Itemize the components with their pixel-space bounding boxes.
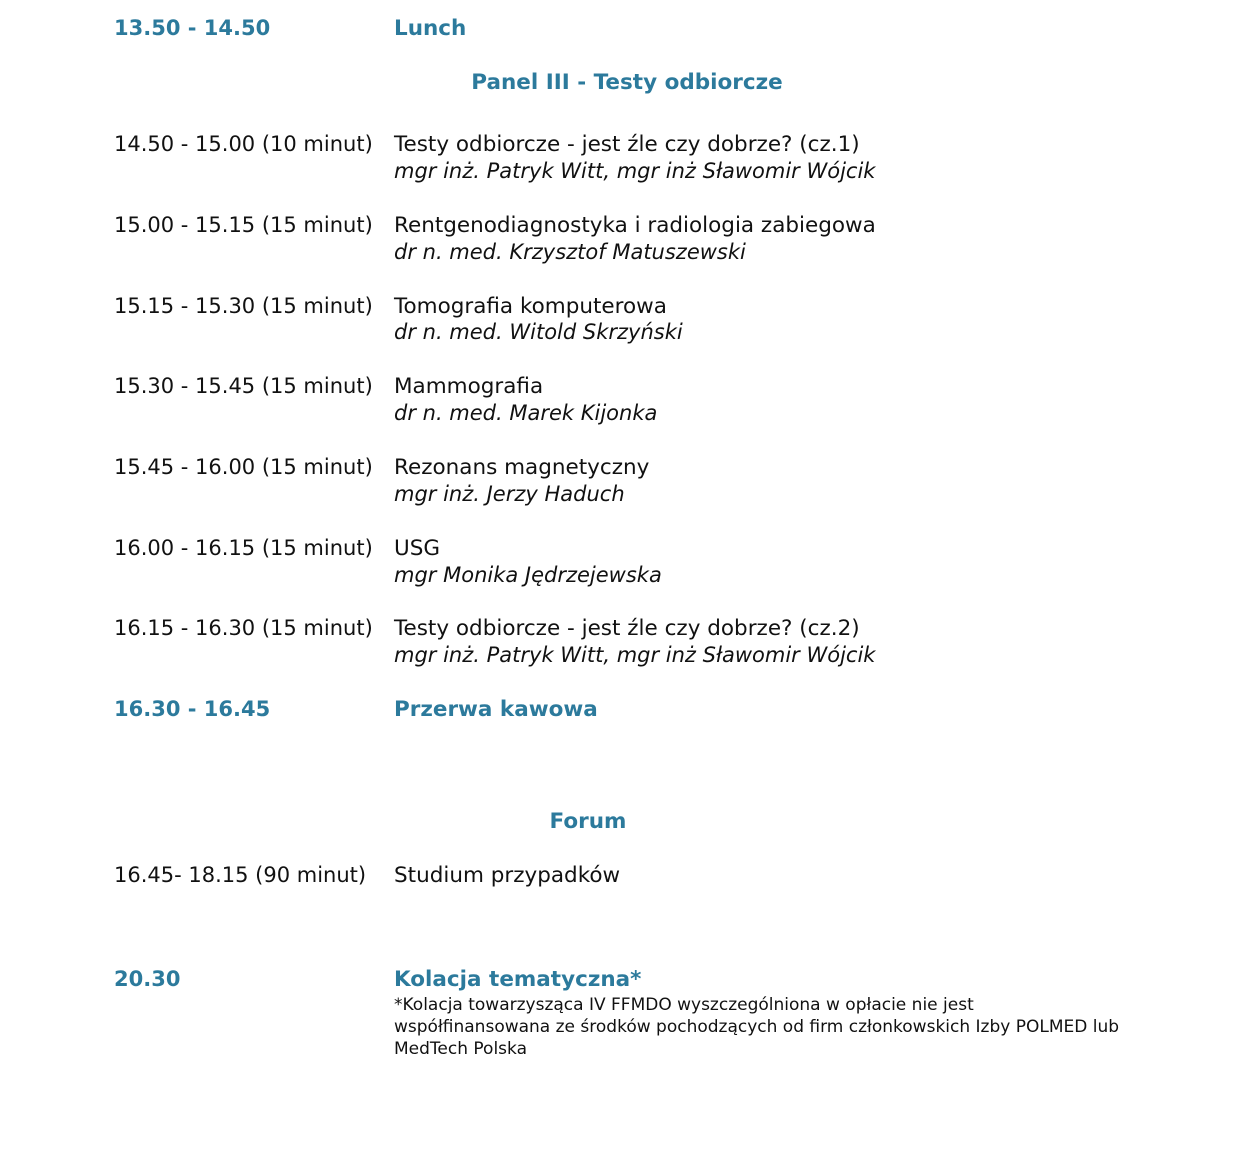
session-speaker: mgr inż. Patryk Witt, mgr inż Sławomir Wójcik — [394, 643, 876, 667]
panel-heading: Panel III - Testy odbiorcze — [471, 70, 783, 95]
schedule-time: 15.45 - 16.00 (15 minut) — [114, 455, 373, 479]
dinner-title: Kolacja tematyczna* — [394, 967, 642, 992]
session-title: Rezonans magnetyczny — [394, 455, 650, 480]
dinner-time: 20.30 — [114, 967, 181, 991]
session-title: Mammografia — [394, 374, 544, 399]
forum-title: Studium przypadków — [394, 863, 621, 888]
coffee-break-title: Przerwa kawowa — [394, 697, 598, 722]
session-speaker: mgr inż. Patryk Witt, mgr inż Sławomir Wójcik — [394, 159, 876, 183]
session-title: USG — [394, 536, 441, 561]
schedule-time: 14.50 - 15.00 (10 minut) — [114, 132, 373, 156]
session-title: Tomografia komputerowa — [394, 294, 667, 319]
schedule-time: 15.00 - 15.15 (15 minut) — [114, 213, 373, 237]
lunch-time: 13.50 - 14.50 — [114, 16, 271, 40]
dinner-footnote: *Kolacja towarzysząca IV FFMDO wyszczególniona w opłacie nie jest współfinansowana ze środków pochodzących od firm członkowskich Izby POLMED lub MedTech Polska — [394, 995, 1120, 1059]
session-title: Testy odbiorcze - jest źle czy dobrze? (cz.1) — [394, 132, 860, 157]
coffee-break-time: 16.30 - 16.45 — [114, 697, 271, 721]
session-speaker: mgr Monika Jędrzejewska — [394, 563, 662, 587]
forum-time: 16.45- 18.15 (90 minut) — [114, 863, 367, 887]
session-speaker: dr n. med. Marek Kijonka — [394, 401, 658, 425]
session-speaker: dr n. med. Witold Skrzyński — [394, 320, 683, 344]
schedule-time: 16.00 - 16.15 (15 minut) — [114, 536, 373, 560]
session-title: Testy odbiorcze - jest źle czy dobrze? (cz.2) — [394, 616, 860, 641]
session-speaker: dr n. med. Krzysztof Matuszewski — [394, 240, 746, 264]
forum-heading: Forum — [549, 809, 627, 834]
lunch-title: Lunch — [394, 16, 467, 41]
session-speaker: mgr inż. Jerzy Haduch — [394, 482, 625, 506]
schedule-time: 16.15 - 16.30 (15 minut) — [114, 616, 373, 640]
schedule-time: 15.15 - 15.30 (15 minut) — [114, 294, 373, 318]
schedule-time: 15.30 - 15.45 (15 minut) — [114, 374, 373, 398]
session-title: Rentgenodiagnostyka i radiologia zabiegowa — [394, 213, 876, 238]
